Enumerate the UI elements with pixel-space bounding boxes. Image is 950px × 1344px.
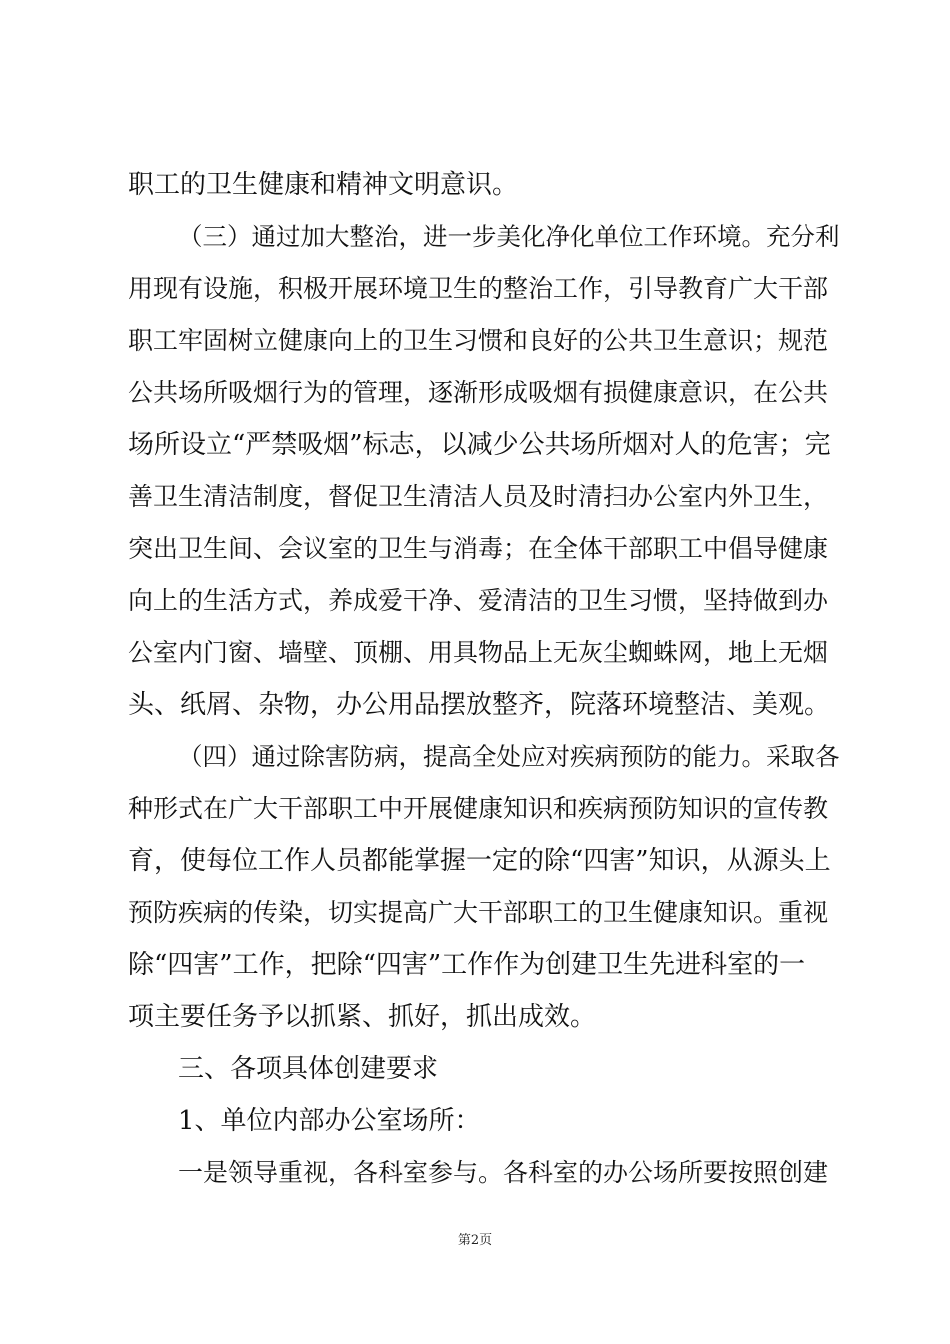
text-line: 职工的卫生健康和精神文明意识。 (128, 170, 519, 200)
text-line: 公共场所吸烟行为的管理，逐渐形成吸烟有损健康意识，在公共 (128, 378, 829, 407)
text-line: （三）通过加大整治，进一步美化净化单位工作环境。充分利 (178, 222, 840, 251)
text-line: 公室内门窗、墙壁、顶棚、用具物品上无灰尘蜘蛛网，地上无烟 (128, 638, 829, 667)
text-line: 用现有设施，积极开展环境卫生的整治工作，引导教育广大干部 (128, 274, 829, 303)
text-line: 突出卫生间、会议室的卫生与消毒；在全体干部职工中倡导健康 (128, 534, 829, 563)
text-line: 向上的生活方式，养成爱干净、爱清洁的卫生习惯，坚持做到办 (128, 586, 829, 615)
text-line: 除“四害”工作，把除“四害”工作作为创建卫生先进科室的一 (128, 950, 806, 980)
text-line: 种形式在广大干部职工中开展健康知识和疾病预防知识的宣传教 (128, 794, 829, 823)
text-line: 项主要任务予以抓紧、抓好，抓出成效。 (128, 1002, 597, 1032)
section-heading: 三、各项具体创建要求 (178, 1054, 439, 1084)
text-line: 头、纸屑、杂物，办公用品摆放整齐，院落环境整洁、美观。 (128, 690, 831, 720)
text-line: 预防疾病的传染，切实提高广大干部职工的卫生健康知识。重视 (128, 898, 829, 927)
text-line: 善卫生清洁制度，督促卫生清洁人员及时清扫办公室内外卫生， (128, 482, 829, 511)
text-line: 育，使每位工作人员都能掌握一定的除“四害”知识，从源头上 (128, 846, 831, 876)
text-line: （四）通过除害防病，提高全处应对疾病预防的能力。采取各 (178, 742, 840, 771)
text-line: 职工牢固树立健康向上的卫生习惯和良好的公共卫生意识；规范 (128, 326, 829, 355)
page-number: 第2页 (457, 1233, 493, 1248)
subsection-heading: 1、单位内部办公室场所： (178, 1106, 481, 1136)
text-line: 一是领导重视，各科室参与。各科室的办公场所要按照创建 (178, 1158, 829, 1187)
text-line: 场所设立“严禁吸烟”标志，以减少公共场所烟对人的危害；完 (128, 430, 831, 460)
